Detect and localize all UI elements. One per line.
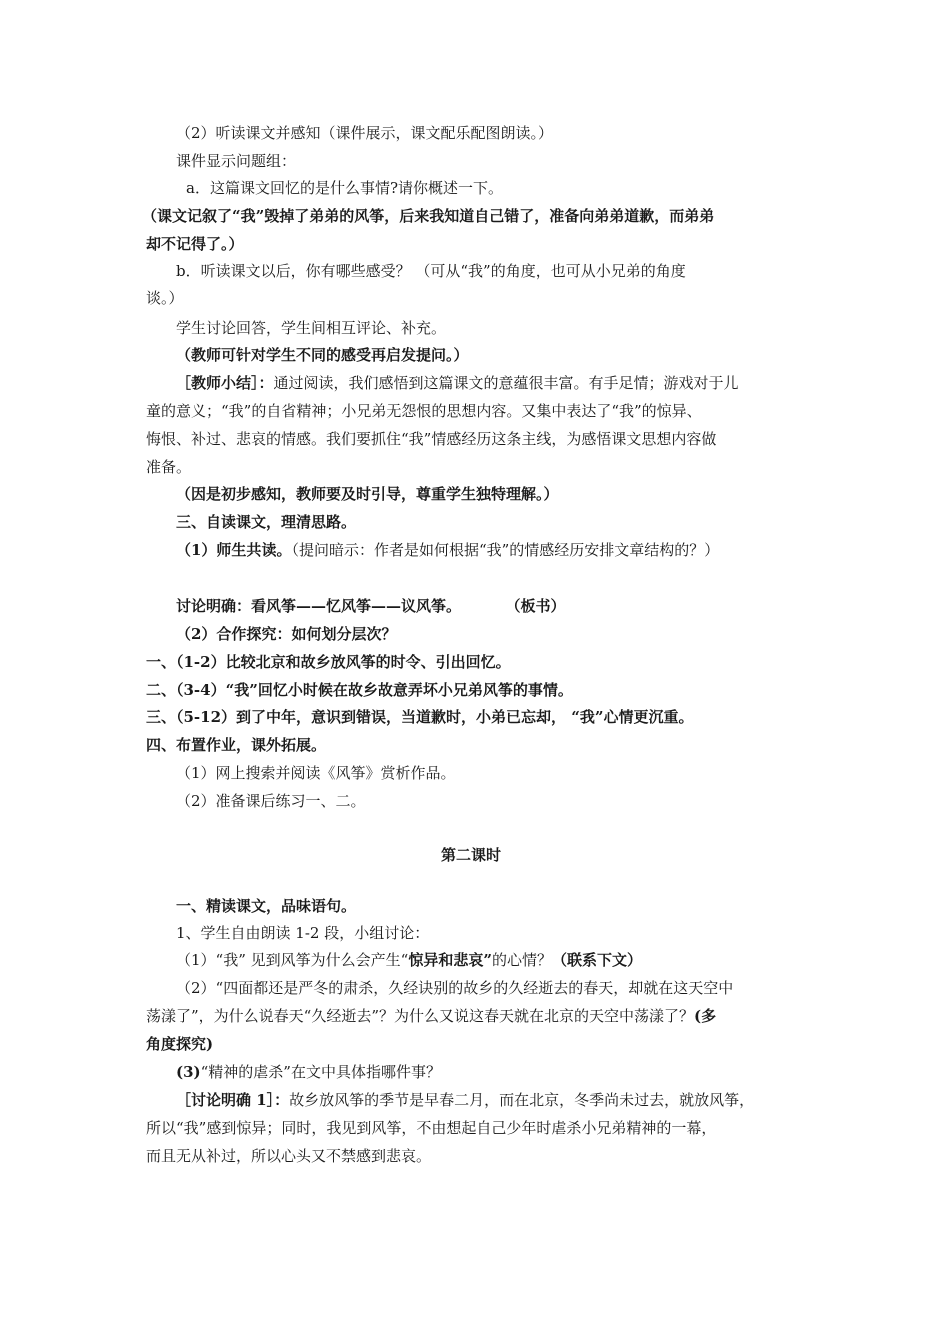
section-heading: 四、布置作业，课外拓展。 [146, 736, 327, 754]
teacher-summary-cont: 童的意义；“我”的自省精神；小兄弟无怨恨的思想内容。又集中表达了“我”的惊异、 [146, 402, 702, 420]
homework-item: （2）准备课后练习一、二。 [176, 792, 366, 810]
question-b: b．听读课文以后，你有哪些感受？ （可从“我”的角度，也可从小兄弟的角度 [176, 262, 686, 280]
q1-text: （1）“我” 见到风筝为什么会产生“ [176, 951, 409, 969]
teacher-note: （因是初步感知，教师要及时引导，尊重学生独特理解。） [176, 485, 559, 503]
teacher-summary [176, 373, 739, 393]
paragraph: 学生讨论回答，学生间相互评论、补充。 [176, 319, 447, 337]
question-a: a．这篇课文回忆的是什么事情?请你概述一下。 [186, 179, 503, 197]
teacher-summary-cont: 悔恨、补过、悲哀的情感。我们要抓住“我”情感经历这条主线，为感悟课文思想内容做 [146, 430, 717, 448]
question-3 [176, 1062, 441, 1082]
discussion-answer-cont: 所以“我”感到惊异；同时，我见到风筝，不由想起自己少年时虐杀小兄弟精神的一幕， [146, 1119, 717, 1137]
answer-text: 故乡放风筝的季节是早春二月，而在北京，冬季尚未过去，就放风筝， [289, 1091, 755, 1109]
answer-label: ［讨论明确 1］： [176, 1091, 290, 1109]
section-heading: 一、精读课文，品味语句。 [176, 897, 357, 915]
question-2: （2）“四面都还是严冬的肃杀，久经诀别的故乡的久经逝去的春天，却就在这天空中 [176, 979, 734, 997]
q3-text: “精神的虐杀”在文中具体指哪件事？ [200, 1063, 441, 1081]
question-2-note-cont: 角度探究) [146, 1035, 214, 1053]
answer-a: （课文记叙了“我”毁掉了弟弟的风筝，后来我知道自己错了，准备向弟弟道歉，而弟弟 [142, 207, 715, 225]
paragraph: （2）听读课文并感知（课件展示，课文配乐配图朗读。） [176, 124, 554, 142]
board-note: （板书） [513, 597, 566, 615]
section-heading: 三、自读课文，理清思路。 [176, 513, 357, 531]
reading-prompt [176, 540, 719, 560]
structure-part-3: 三、（5-12）到了中年，意识到错误，当道歉时，小弟已忘却， “我”心情更沉重。 [146, 708, 694, 726]
answer-a-cont: 却不记得了。） [146, 235, 244, 253]
prompt-label: （1）师生共读。 [176, 541, 292, 559]
conclusion-text: 讨论明确：看风筝——忆风筝——议风筝。 [176, 597, 462, 615]
discussion-conclusion [176, 596, 566, 616]
homework-item: （1）网上搜索并阅读《风筝》赏析作品。 [176, 764, 456, 782]
prompt-text: （提问暗示：作者是如何根据“我”的情感经历安排文章结构的？） [291, 541, 720, 559]
paragraph: 1、学生自由朗读 1-2 段，小组讨论： [176, 924, 430, 942]
q1-text-end: 的心情？ [491, 951, 552, 969]
summary-text: 通过阅读，我们感悟到这篇课文的意蕴很丰富。有手足情；游戏对于儿 [273, 374, 739, 392]
structure-part-2: 二、（3-4）“我”回忆小时候在故乡故意弄坏小兄弟风筝的事情。 [146, 681, 573, 699]
question-2-cont [146, 1006, 716, 1026]
teacher-note: （教师可针对学生不同的感受再启发提问。） [176, 346, 469, 364]
q3-number: (3) [176, 1063, 201, 1081]
q2-note: (多 [694, 1007, 717, 1025]
paragraph: （2）合作探究：如何划分层次？ [176, 625, 397, 643]
summary-label: ［教师小结］： [176, 374, 274, 392]
lesson-title: 第二课时 [441, 846, 502, 864]
discussion-answer-cont: 而且无从补过，所以心头又不禁感到悲哀。 [146, 1147, 432, 1165]
q1-note: （联系下文） [551, 951, 642, 969]
q2-text: 荡漾了”，为什么说春天“久经逝去”？为什么又说这春天就在北京的天空中荡漾了？ [146, 1007, 695, 1025]
discussion-answer [176, 1090, 754, 1110]
teacher-summary-cont: 准备。 [146, 458, 192, 476]
structure-part-1: 一、（1-2）比较北京和故乡放风筝的时令、引出回忆。 [146, 653, 511, 671]
question-1 [176, 950, 642, 970]
paragraph: 课件显示问题组： [176, 152, 297, 170]
q1-emphasis: 惊异和悲哀” [408, 951, 492, 969]
question-b-cont: 谈。） [146, 289, 184, 307]
